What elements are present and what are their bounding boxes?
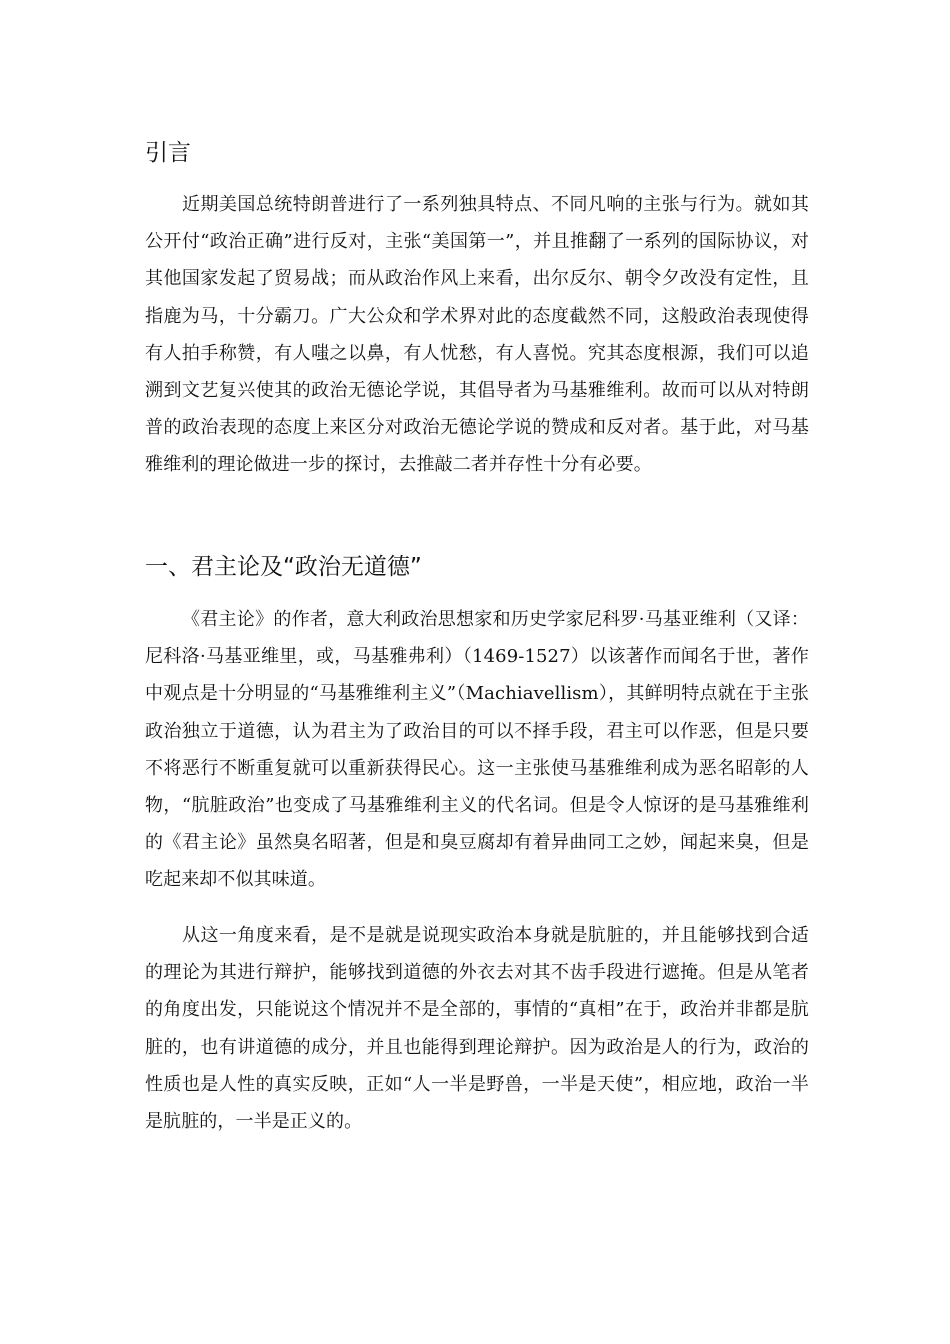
section-1-paragraph-2: 从这一角度来看，是不是就是说现实政治本身就是肮脏的，并且能够找到合适的理论为其进行辩护，能够找到道德的外衣去对其不齿手段进行遮掩。但是从笔者的角度出发，只能说这个情况并不是全部的，事情的“真相”在于，政治并非都是肮脏的，也有讲道德的成分，并且也能得到理论辩护。因为政治是人的行为，政治的性质也是人性的真实反映，正如“人一半是野兽，一半是天使”，相应地，政治一半是肮脏的，一半是正义的。 <box>145 925 809 1133</box>
section-1-heading: 一、君主论及“政治无道德” <box>145 554 422 580</box>
intro-paragraph: 近期美国总统特朗普进行了一系列独具特点、不同凡响的主张与行为。就如其公开付“政治正确”进行反对，主张“美国第一”，并且推翻了一系列的国际协议，对其他国家发起了贸易战；而从政治作风上来看，出尔反尔、朝令夕改没有定性，且指鹿为马，十分霸刀。广大公众和学术界对此的态度截然不同，这般政治表现使得有人拍手称赞，有人嗤之以鼻，有人忧愁，有人喜悦。究其态度根源，我们可以追溯到文艺复兴使其的政治无德论学说，其倡导者为马基雅维利。故而可以从对特朗普的政治表现的态度上来区分对政治无德论学说的赞成和反对者。基于此，对马基雅维利的理论做进一步的探讨，去推敲二者并存性十分有必要。 <box>145 194 809 476</box>
intro-heading: 引言 <box>145 140 191 166</box>
section-1-paragraph-1: 《君主论》的作者，意大利政治思想家和历史学家尼科罗·马基亚维利（又译：尼科洛·马基亚维里，或，马基雅弗利）（1469-1527）以该著作而闻名于世，著作中观点是十分明显的“马基雅维利主义”（Machiavellism），其鲜明特点就在于主张政治独立于道德，认为君主为了政治目的可以不择手段，君主可以作恶，但是只要不将恶行不断重复就可以重新获得民心。这一主张使马基雅维利成为恶名昭彰的人物，“肮脏政治”也变成了马基雅维利主义的代名词。但是令人惊讶的是马基雅维利的《君主论》虽然臭名昭著，但是和臭豆腐却有着异曲同工之妙，闻起来臭，但是吃起来却不似其味道。 <box>145 609 809 891</box>
